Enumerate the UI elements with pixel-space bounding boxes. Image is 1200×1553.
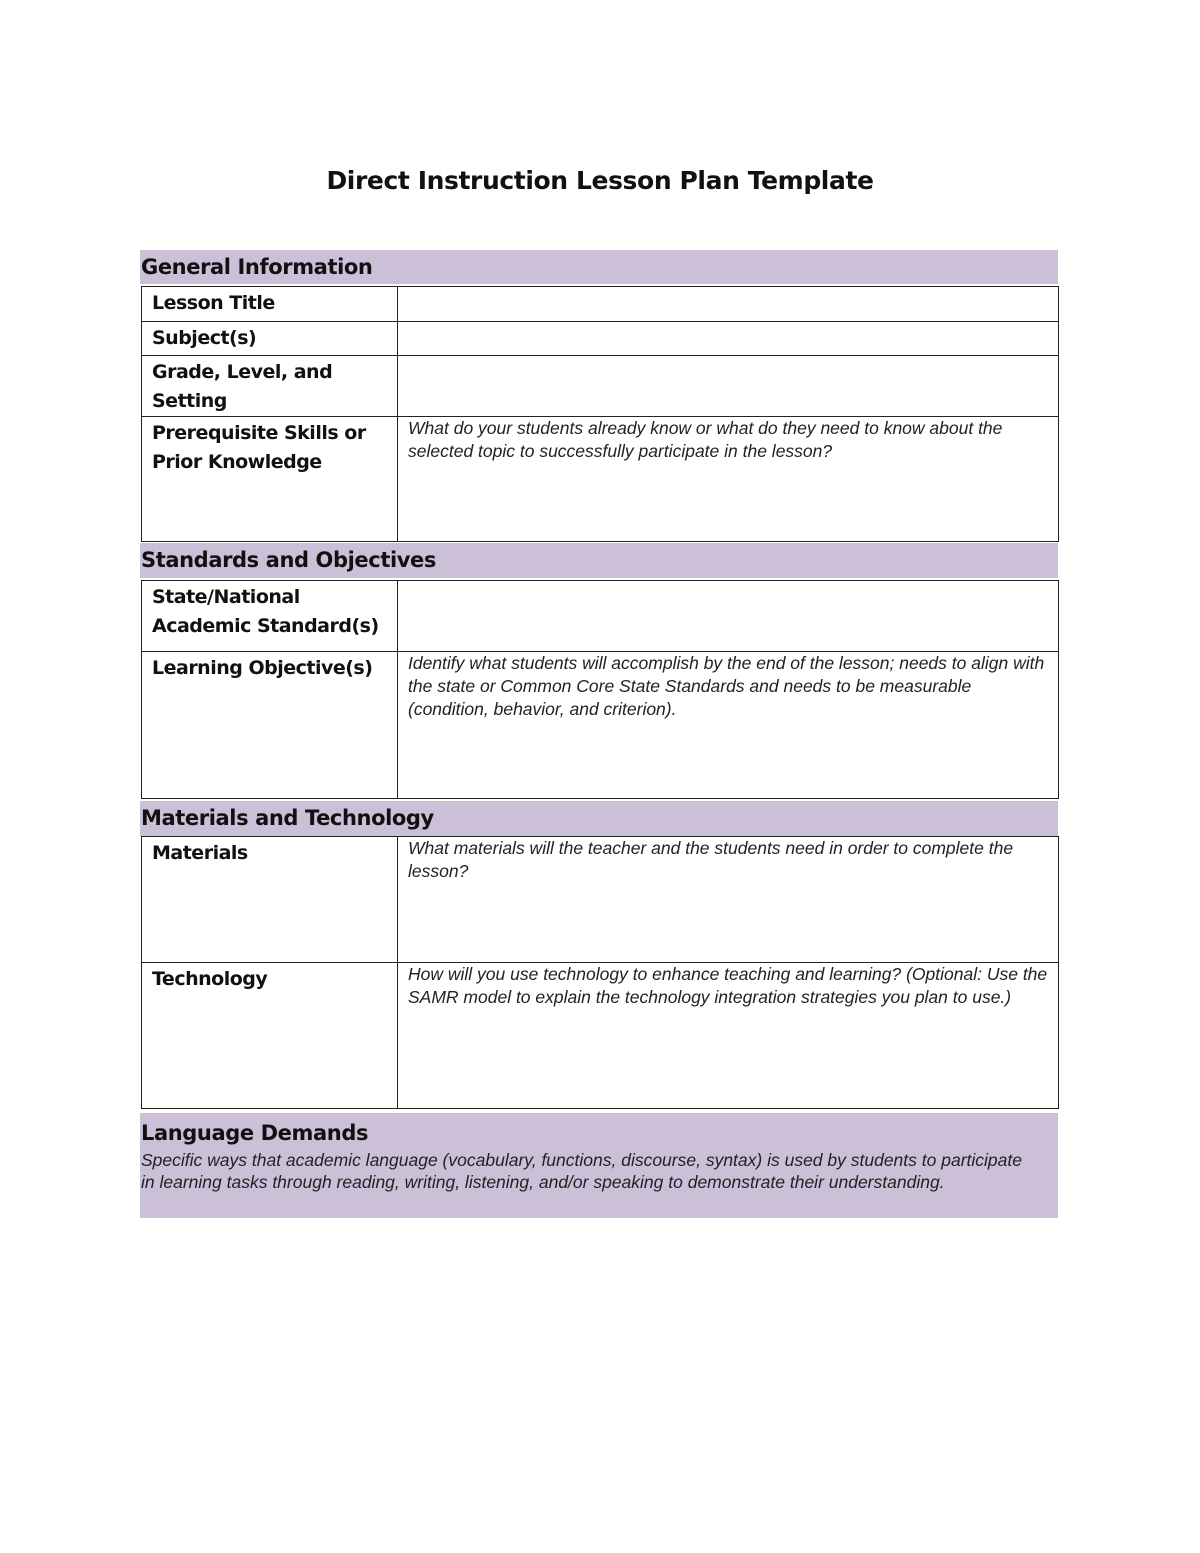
section-heading-general-information: General Information — [140, 250, 1058, 284]
section-heading-standards-and-objectives: Standards and Objectives — [140, 543, 1058, 578]
learning-objectives-label: Learning Objective(s) — [142, 652, 398, 799]
materials-label: Materials — [142, 837, 398, 963]
materials-field[interactable]: What materials will the teacher and the students need in order to complete the lesson? — [398, 837, 1059, 963]
prerequisite-skills-field[interactable]: What do your students already know or what do they need to know about the selected topic to successfully participate in the lesson? — [398, 417, 1059, 542]
language-demands-section — [140, 1113, 1058, 1218]
academic-standards-label: State/National Academic Standard(s) — [142, 581, 398, 652]
section-heading-language-demands: Language Demands — [141, 1121, 369, 1145]
table-row — [142, 652, 1059, 799]
table-row — [142, 581, 1059, 652]
table-row — [142, 356, 1059, 417]
table-row — [142, 322, 1059, 356]
table-row — [142, 837, 1059, 963]
grade-level-setting-label: Grade, Level, and Setting — [142, 356, 398, 417]
learning-objectives-field[interactable]: Identify what students will accomplish by the end of the lesson; needs to align with the state or Common Core State Standards and needs to be measurable (condition, behavior, and criterion). — [398, 652, 1059, 799]
materials-and-technology-table — [141, 836, 1059, 1109]
subjects-label: Subject(s) — [142, 322, 398, 356]
section-heading-materials-and-technology: Materials and Technology — [140, 801, 1058, 836]
document-title: Direct Instruction Lesson Plan Template — [326, 166, 874, 195]
table-row — [142, 287, 1059, 322]
language-demands-description: Specific ways that academic language (vocabulary, functions, discourse, syntax) is used by students to participate in learning tasks through reading, writing, listening, and/or speaking to demonstrate their understanding. — [141, 1150, 1022, 1192]
technology-field[interactable]: How will you use technology to enhance teaching and learning? (Optional: Use the SAMR model to explain the technology integration strategies you plan to use.) — [398, 963, 1059, 1109]
table-row — [142, 417, 1059, 542]
lesson-title-field[interactable] — [398, 287, 1059, 322]
standards-and-objectives-table — [141, 580, 1059, 799]
technology-label: Technology — [142, 963, 398, 1109]
academic-standards-field[interactable] — [398, 581, 1059, 652]
grade-level-setting-field[interactable] — [398, 356, 1059, 417]
general-information-table — [141, 286, 1059, 542]
lesson-title-label: Lesson Title — [142, 287, 398, 322]
subjects-field[interactable] — [398, 322, 1059, 356]
table-row — [142, 963, 1059, 1109]
prerequisite-skills-label: Prerequisite Skills or Prior Knowledge — [142, 417, 398, 542]
